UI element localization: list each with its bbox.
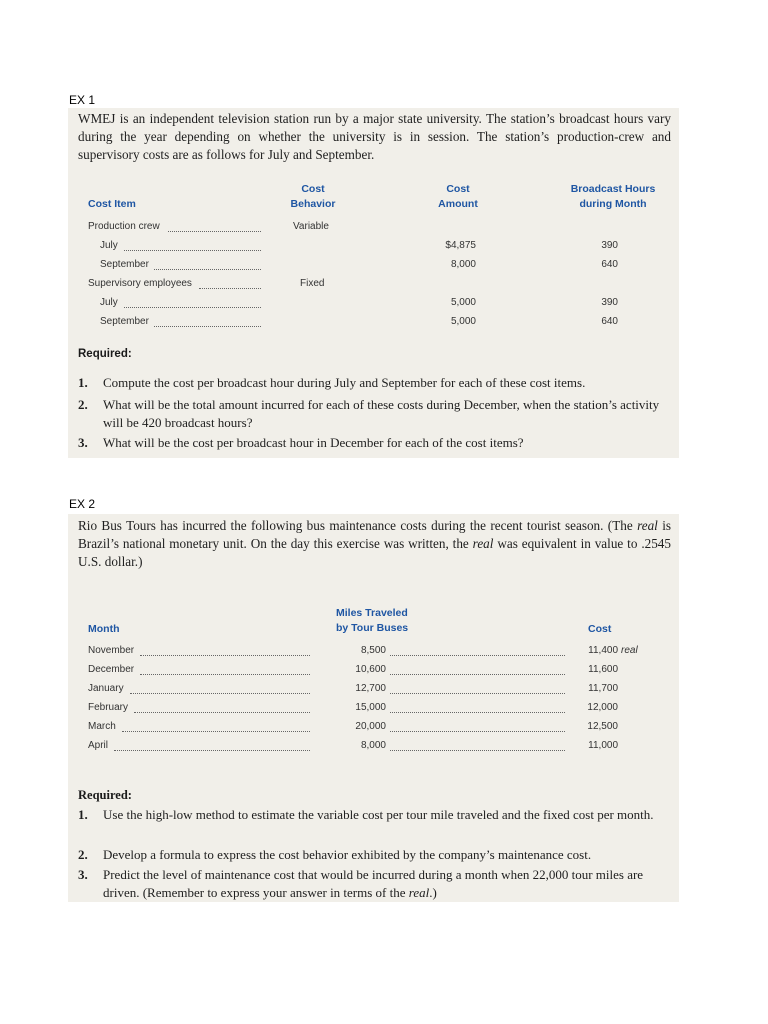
- ex1-header-behavior: Cost Behavior: [290, 183, 336, 210]
- ex2-required-item: 3. Predict the level of maintenance cost that would be incurred during a month when 22,000 tour miles are driven. (Remember to express your answer in terms of the real.): [78, 867, 644, 900]
- ex2-panel: Rio Bus Tours has incurred the following bus maintenance costs during the recent tourist season. (The real is Brazil’s national monetary unit. On the day this exercise was written, the real was equivalent in value to .2545 U.S. dollar.) Month Miles Traveled by Tour Buses Cost November 8,500 11,400 real December 10,600 11,600 January 12,700 11,700 February 15,000 12,000 March 20,000 12,500 April 8,000 11,000 Required: 1. Use the high-low method to estimate the variable cost per tour mile traveled and the fixed cost per month. 2. Develop a formula to express the cost behavior exhibited by the company’s maintenance cost. 3. Predict the level of maintenance cost that would be incurred during a month when 22,000 tour miles are driven. (Remember to express your answer in terms of the real.): [68, 514, 679, 902]
- ex1-panel: WMEJ is an independent television station run by a major state university. The station’s broadcast hours vary during the year depending on whether the university is in session. The station’s production-crew and supervisory costs are as follows for July and September. Cost Item Cost Behavior Cost Amount Broadcast Hours during Month Production crew Variable July $4,875 390 September 8,000 640 Supervisory employees Fixed July 5,000 390 September 5,000 640 Required: 1. Compute the cost per broadcast hour during July and September for each of these cost items. 2. What will be the total amount incurred for each of these costs during December, when the station’s activity will be 420 broadcast hours? 3. What will be the cost per broadcast hour in December for each of the cost items?: [68, 108, 679, 458]
- ex2-header-month: Month: [88, 623, 120, 635]
- ex1-required-item: 1. Compute the cost per broadcast hour during July and September for each of these cost items.: [78, 375, 586, 390]
- ex1-required-item: 3. What will be the cost per broadcast hour in December for each of the cost items?: [78, 435, 524, 450]
- ex2-required-item: 2. Develop a formula to express the cost behavior exhibited by the company’s maintenance cost.: [78, 847, 592, 862]
- ex2-required-title: Required:: [78, 788, 132, 802]
- ex1-header-amount: Cost Amount: [438, 183, 478, 210]
- ex1-header-cost-item: Cost Item: [88, 198, 136, 210]
- ex2-header-miles: Miles Traveled by Tour Buses: [336, 607, 409, 634]
- ex2-required-item: 1. Use the high-low method to estimate the variable cost per tour mile traveled and the fixed cost per month.: [78, 807, 654, 822]
- ex2-header-cost: Cost: [588, 623, 612, 635]
- ex1-required-item: 2. What will be the total amount incurred for each of these costs during December, when the station’s activity will be 420 broadcast hours?: [78, 397, 660, 430]
- ex1-required-title: Required:: [78, 348, 132, 360]
- ex1-header-hours: Broadcast Hours during Month: [570, 183, 656, 210]
- ex2-intro: Rio Bus Tours has incurred the following bus maintenance costs during the recent tourist season. (The real is Brazil’s national monetary unit. On the day this exercise was written, the real was equivalent in value to .2545 U.S. dollar.): [78, 518, 672, 569]
- ex1-intro: WMEJ is an independent television station run by a major state university. The station’s broadcast hours vary during the year depending on whether the university is in session. The station’s production-crew and supervisory costs are as follows for July and September.: [78, 111, 671, 162]
- ex2-label: EX 2: [69, 497, 96, 511]
- ex1-label: EX 1: [69, 93, 96, 107]
